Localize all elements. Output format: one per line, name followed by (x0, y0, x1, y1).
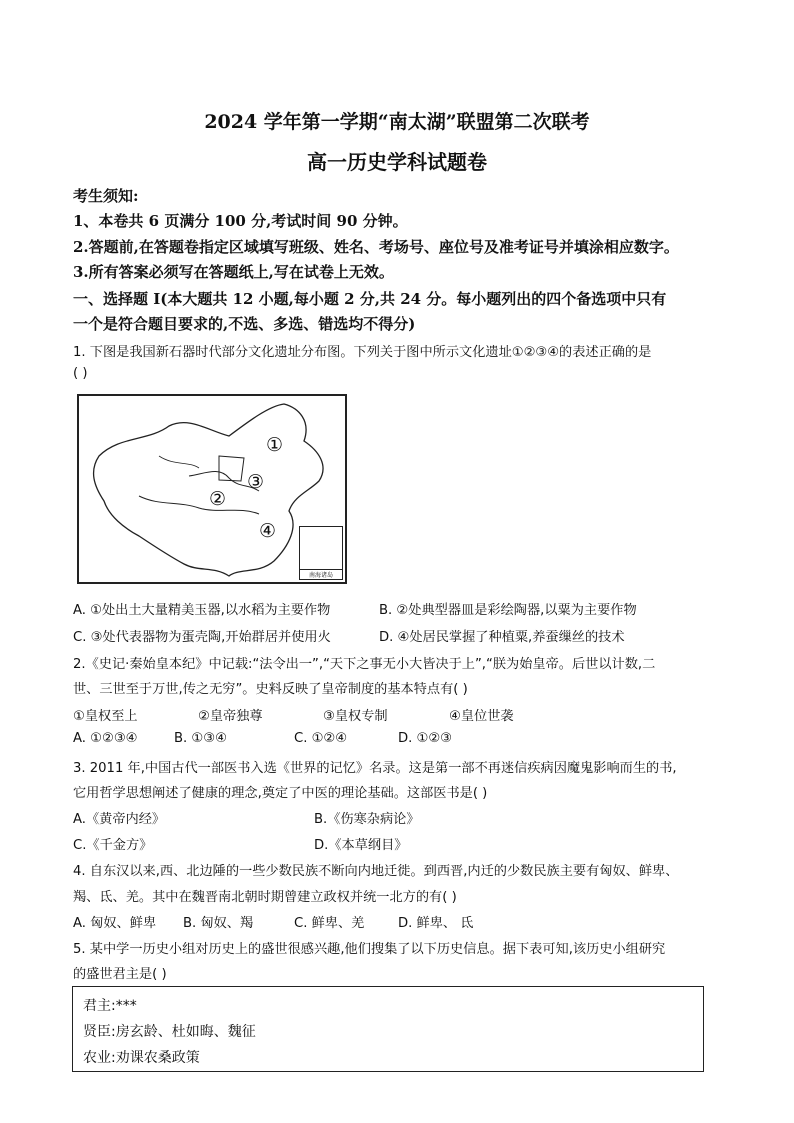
q2-option-c: C. ①②④ (294, 731, 348, 746)
notice-item: 2.答题前,在答题卷指定区域填写班级、姓名、考场号、座位号及准考证号并填涂相应数字。 (73, 238, 679, 256)
q2-option-d: D. ①②③ (398, 731, 453, 746)
q2-item: ②皇帝独尊 (198, 709, 263, 724)
q4-option-d: D. 鲜卑、 氐 (398, 916, 474, 931)
q2-option-a: A. ①②③④ (73, 731, 138, 746)
q4-stem: 4. 自东汉以来,西、北边陲的一些少数民族不断向内地迁徙。到西晋,内迁的少数民族主要有匈奴、鲜卑、 (73, 864, 679, 879)
q1-option-b: B. ②处典型器皿是彩绘陶器,以粟为主要作物 (379, 603, 637, 618)
section-heading-cont: 一个是符合题目要求的,不选、多选、错选均不得分) (73, 315, 416, 333)
q1-stem: 1. 下图是我国新石器时代部分文化遗址分布图。下列关于图中所示文化遗址①②③④的表述正确的是 (73, 345, 652, 360)
q2-item: ③皇权专制 (323, 709, 388, 724)
q2-option-b: B. ①③④ (174, 731, 227, 746)
q1-option-c: C. ③处代表器物为蛋壳陶,开始群居并使用火 (73, 630, 331, 645)
notice-item: 3.所有答案必须写在答题纸上,写在试卷上无效。 (73, 263, 394, 281)
q3-option-a: A.《黄帝内经》 (73, 812, 166, 827)
exam-subtitle: 高一历史学科试题卷 (307, 150, 487, 174)
q5-box-line: 君主:*** (83, 998, 137, 1014)
site-marker-4: ④ (259, 520, 277, 542)
south-china-sea-inset (299, 526, 343, 580)
q1-option-a: A. ①处出土大量精美玉器,以水稻为主要作物 (73, 603, 331, 618)
q2-stem: 2.《史记·秦始皇本纪》中记载:“法令出一”,“天下之事无小大皆决于上”,“朕为始皇帝。后世以计数,二 (73, 657, 656, 672)
q4-option-a: A. 匈奴、鲜卑 (73, 916, 157, 931)
q5-box-line: 贤臣:房玄龄、杜如晦、魏征 (83, 1024, 256, 1040)
q1-blank: ( ) (73, 366, 88, 381)
site-marker-3: ③ (247, 471, 265, 493)
q2-stem-cont: 世、三世至于万世,传之无穷”。史料反映了皇帝制度的基本特点有( ) (73, 682, 468, 697)
q5-box-line: 农业:劝课农桑政策 (83, 1050, 200, 1066)
q3-option-c: C.《千金方》 (73, 838, 153, 853)
q4-option-c: C. 鲜卑、羌 (294, 916, 365, 931)
site-marker-1: ① (266, 434, 284, 456)
q3-stem: 3. 2011 年,中国古代一部医书入选《世界的记忆》名录。这是第一部不再迷信疾病因魔鬼影响而生的书, (73, 761, 677, 776)
q5-stem-cont: 的盛世君主是( ) (73, 967, 167, 982)
q4-option-b: B. 匈奴、羯 (183, 916, 254, 931)
site-marker-2: ② (209, 488, 227, 510)
inset-label: 南海诸岛 (300, 569, 342, 579)
exam-title: 2024 学年第一学期“南太湖”联盟第二次联考 (204, 111, 590, 133)
q3-option-d: D.《本草纲目》 (314, 838, 408, 853)
q4-stem-cont: 羯、氐、羌。其中在魏晋南北朝时期曾建立政权并统一北方的有( ) (73, 890, 457, 905)
q5-info-box (72, 986, 704, 1072)
section-heading: 一、选择题 I(本大题共 12 小题,每小题 2 分,共 24 分。每小题列出的四个备选项中只有 (73, 290, 667, 308)
q3-option-b: B.《伤寒杂病论》 (314, 812, 420, 827)
q1-option-d: D. ④处居民掌握了种植粟,养蚕缫丝的技术 (379, 630, 625, 645)
neolithic-map (77, 394, 347, 584)
q3-stem-cont: 它用哲学思想阐述了健康的理念,奠定了中医的理论基础。这部医书是( ) (73, 786, 488, 801)
q2-item: ①皇权至上 (73, 709, 138, 724)
q2-item: ④皇位世袭 (449, 709, 514, 724)
notice-item: 1、本卷共 6 页满分 100 分,考试时间 90 分钟。 (73, 212, 408, 230)
q5-stem: 5. 某中学一历史小组对历史上的盛世很感兴趣,他们搜集了以下历史信息。据下表可知,该历史小组研究 (73, 942, 666, 957)
notice-heading: 考生须知: (73, 187, 139, 205)
